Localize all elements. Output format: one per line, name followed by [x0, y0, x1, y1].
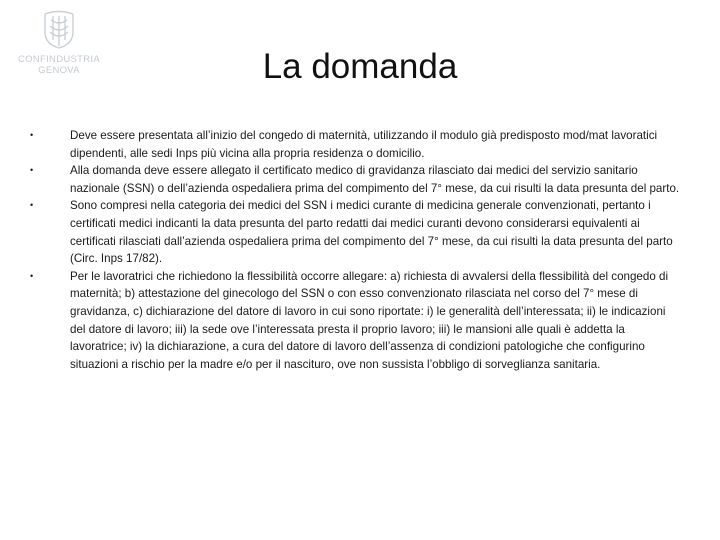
logo-text-line1: CONFINDUSTRIA [17, 54, 100, 65]
logo-text-line2: GENOVA [38, 65, 80, 76]
bullet-text: Per le lavoratrici che richiedono la flessibilità occorre allegare: a) richiesta di avvalersi della flessibilità del congedo di maternità; b) attestazione del ginecologo del SSN o con esso convenzionato rilasciata nel corso del 7° mese di gravidanza, c) dichiarazione del datore di lavoro in cui sono riportate: i) le generalità dell’interessata; ii) le indicazioni del datore di lavoro; iii) la sede ove l’interessata presta il proprio lavoro; iii) le mansioni alle quali è addetta la lavoratrice; iv) la dichiarazione, a cura del datore di lavoro dell’assenza di condizioni patologiche che configurino situazioni a rischio per la madre e/o per il nascituro, ove non sussista l’obbligo di sorveglianza sanitaria. [70, 269, 669, 371]
bullet-icon: • [30, 130, 34, 140]
bullet-item [30, 127, 680, 162]
bullet-text: Alla domanda deve essere allegato il certificato medico di gravidanza rilasciato dai medici del servizio sanitario nazionale (SSN) o dell’azienda ospedaliera prima del compimento del 7° mese, da cui risulti la data presunta del parto. [70, 164, 680, 195]
bullet-icon: • [30, 270, 34, 281]
bullet-list [30, 127, 680, 373]
bullet-item [30, 268, 680, 374]
bullet-text: Sono compresi nella categoria dei medici del SSN i medici curante di medicina generale convenzionati, pertanto i certificati medici indicanti la data presunta del parto redatti dai medici curanti devono considerarsi equivalenti ai certificati rilasciati dall’azienda ospedaliera prima del compimento del 7° mese, da cui risulti la data presunta del parto (Circ. Inps 17/82). [70, 199, 673, 266]
bullet-icon: • [30, 165, 34, 176]
bullet-item [30, 197, 680, 267]
slide-title: La domanda [262, 47, 458, 86]
bullet-text: Deve essere presentata all’inizio del congedo di maternità, utilizzando il modulo già predisposto mod/mat lavoratici dipendenti, alle sedi Inps più vicina alla propria residenza o domicilio. [70, 129, 658, 160]
bullet-icon: • [30, 200, 34, 211]
bullet-item [30, 162, 680, 197]
